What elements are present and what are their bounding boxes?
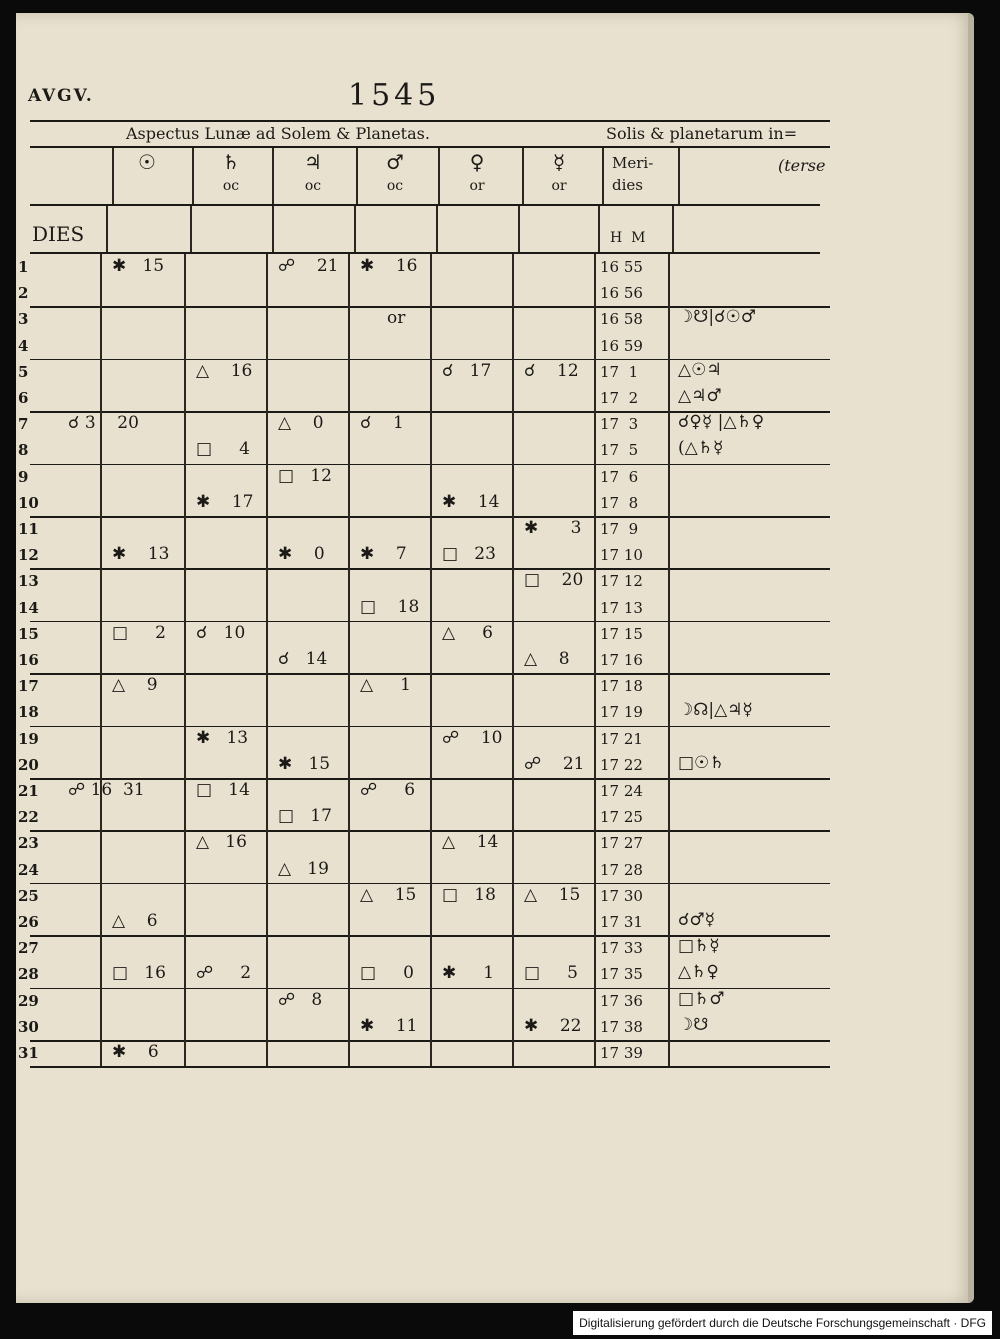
aspect-entry: △ 9 xyxy=(112,675,158,696)
day-number: 23 xyxy=(18,834,39,853)
aspect-entry: ✱ 22 xyxy=(524,1015,582,1036)
cell-divider xyxy=(668,306,670,358)
planet-motion-1: oc xyxy=(222,178,240,194)
meridies-time: 17 3 xyxy=(600,415,639,434)
interse-aspect: □♄♂ xyxy=(678,988,725,1009)
cell-divider xyxy=(100,935,102,987)
dies-divider xyxy=(436,206,438,252)
cell-divider xyxy=(100,673,102,725)
header-divider xyxy=(272,148,274,204)
cell-divider xyxy=(348,883,350,935)
cell-divider xyxy=(668,621,670,673)
aspect-entry: □ 16 xyxy=(112,963,166,984)
aspect-entry: ✱ 7 xyxy=(360,544,407,565)
header-divider xyxy=(438,148,440,204)
cell-divider xyxy=(430,778,432,830)
aspect-entry: □ 4 xyxy=(196,439,250,460)
aspect-entry: □ 18 xyxy=(360,596,420,617)
header-divider xyxy=(192,148,194,204)
aspect-entry: ☌ 1 xyxy=(360,413,404,434)
cell-divider xyxy=(668,935,670,987)
cell-divider xyxy=(594,254,596,306)
day-number: 9 xyxy=(18,467,29,486)
aspect-entry: △ 16 xyxy=(196,832,247,853)
meridies-time: 17 16 xyxy=(600,651,643,669)
meridies-time: 17 18 xyxy=(600,677,643,696)
cell-divider xyxy=(266,516,268,568)
meridies-time: 17 19 xyxy=(600,703,643,722)
cell-divider xyxy=(594,778,596,830)
cell-divider xyxy=(266,726,268,778)
meridies-time: 17 39 xyxy=(600,1044,643,1062)
aspect-entry: △ 15 xyxy=(524,884,581,905)
cell-divider xyxy=(430,359,432,411)
meridies-time: 17 5 xyxy=(600,441,639,460)
aspect-entry: □ 20 xyxy=(524,570,584,591)
cell-divider xyxy=(430,830,432,882)
planet-motion-4: or xyxy=(469,178,485,194)
planet-motion-3: oc xyxy=(386,178,404,194)
aspect-entry: ✱ 13 xyxy=(112,544,170,565)
aspect-entry: ✱ 1 xyxy=(442,963,495,984)
meridies-time: 17 25 xyxy=(600,808,643,827)
cell-divider xyxy=(266,935,268,987)
cell-divider xyxy=(594,830,596,882)
meridies-time: 17 36 xyxy=(600,991,643,1010)
aspect-entry: □ 5 xyxy=(524,963,578,984)
cell-divider xyxy=(594,726,596,778)
cell-divider xyxy=(594,359,596,411)
cell-divider xyxy=(348,359,350,411)
cell-divider xyxy=(266,359,268,411)
interse-aspect: ☌♂☿ xyxy=(678,910,716,930)
cell-divider xyxy=(668,359,670,411)
cell-divider xyxy=(348,516,350,568)
day-number: 22 xyxy=(18,808,39,827)
day-number: 12 xyxy=(18,546,39,565)
meridies-time: 17 30 xyxy=(600,886,643,905)
meridies-time: 17 33 xyxy=(600,939,643,958)
header-divider xyxy=(522,148,524,204)
cell-divider xyxy=(266,464,268,516)
cell-divider xyxy=(100,568,102,620)
cell-divider xyxy=(430,568,432,620)
cell-divider xyxy=(266,254,268,306)
page-edge xyxy=(968,13,974,1303)
interse-aspect: □♄☿ xyxy=(678,936,720,957)
day-number: 31 xyxy=(18,1044,39,1062)
header-divider xyxy=(112,148,114,204)
day-number: 14 xyxy=(18,598,39,617)
aspect-entry: △ 1 xyxy=(360,675,411,696)
cell-divider xyxy=(668,516,670,568)
aspect-entry: ☍ 21 xyxy=(278,256,339,276)
cell-divider xyxy=(184,1040,186,1066)
aspect-entry: ✱ 11 xyxy=(360,1015,418,1036)
cell-divider xyxy=(266,778,268,830)
cell-divider xyxy=(348,726,350,778)
cell-divider xyxy=(594,883,596,935)
cell-divider xyxy=(430,254,432,306)
aspect-entry: or xyxy=(360,308,406,329)
top-rule xyxy=(30,120,830,122)
day-number: 6 xyxy=(18,389,29,407)
aspect-entry: △ 6 xyxy=(112,911,158,931)
meridies-time: 17 24 xyxy=(600,782,643,800)
aspect-entry: △ 6 xyxy=(442,622,493,643)
header-divider xyxy=(602,148,604,204)
cell-divider xyxy=(266,673,268,725)
meridies-time: 17 10 xyxy=(600,546,643,565)
day-number: 17 xyxy=(18,677,39,696)
day-number: 1 xyxy=(18,258,29,276)
meridies-time: 17 12 xyxy=(600,572,643,591)
cell-divider xyxy=(184,516,186,568)
aspect-entry: ☌ 3 20 xyxy=(68,413,139,434)
cell-divider xyxy=(430,988,432,1040)
interse-aspect: △♃♂ xyxy=(678,386,722,406)
cell-divider xyxy=(430,935,432,987)
cell-divider xyxy=(100,883,102,935)
day-number: 4 xyxy=(18,336,29,355)
meridies-time: 17 8 xyxy=(600,493,639,512)
cell-divider xyxy=(184,726,186,778)
cell-divider xyxy=(184,306,186,358)
cell-divider xyxy=(668,411,670,463)
cell-divider xyxy=(512,778,514,830)
meridies-time: 17 22 xyxy=(600,755,643,774)
header-divider xyxy=(356,148,358,204)
day-number: 30 xyxy=(18,1017,39,1036)
dies-divider xyxy=(672,206,674,252)
dies-divider xyxy=(518,206,520,252)
meridies-time: 17 6 xyxy=(600,467,639,486)
dies-divider xyxy=(106,206,108,252)
cell-divider xyxy=(184,359,186,411)
cell-divider xyxy=(348,621,350,673)
meridies-time: 16 55 xyxy=(600,258,643,276)
cell-divider xyxy=(430,726,432,778)
cell-divider xyxy=(348,254,350,306)
cell-divider xyxy=(100,988,102,1040)
cell-divider xyxy=(348,464,350,516)
cell-divider xyxy=(266,621,268,673)
meridies-time: 17 27 xyxy=(600,834,643,853)
header-divider xyxy=(678,148,680,204)
aspect-entry: ☌ 14 xyxy=(278,649,328,669)
cell-divider xyxy=(184,830,186,882)
aspect-entry: ✱ 15 xyxy=(112,256,165,276)
dfg-footer: Digitalisierung gefördert durch die Deutsche Forschungsgemeinschaft · DFG xyxy=(573,1311,992,1335)
aspect-entry: ✱ 3 xyxy=(524,518,582,538)
meridies-time: 17 13 xyxy=(600,598,643,617)
dies-rule xyxy=(30,252,820,254)
day-number: 11 xyxy=(18,520,39,538)
meridies-time: 17 31 xyxy=(600,913,643,931)
cell-divider xyxy=(100,359,102,411)
cell-divider xyxy=(100,464,102,516)
meridies-time: 17 1 xyxy=(600,362,639,381)
cell-divider xyxy=(266,988,268,1040)
aspect-entry: ☌ 10 xyxy=(196,622,246,643)
cell-divider xyxy=(266,830,268,882)
cell-divider xyxy=(348,830,350,882)
cell-divider xyxy=(348,935,350,987)
book-page xyxy=(16,13,974,1303)
aspect-entry: △ 15 xyxy=(360,884,417,905)
day-number: 29 xyxy=(18,991,39,1010)
cell-divider xyxy=(266,883,268,935)
cell-divider xyxy=(594,568,596,620)
cell-divider xyxy=(184,621,186,673)
cell-divider xyxy=(668,830,670,882)
cell-divider xyxy=(100,254,102,306)
day-number: 7 xyxy=(18,415,29,434)
day-number: 10 xyxy=(18,493,39,512)
meridies-time: 16 59 xyxy=(600,336,643,355)
day-number: 19 xyxy=(18,729,39,748)
day-number: 3 xyxy=(18,310,29,329)
cell-divider xyxy=(668,673,670,725)
aspect-entry: ☌ 17 xyxy=(442,360,492,381)
aspect-entry: □ 23 xyxy=(442,544,496,565)
cell-divider xyxy=(184,883,186,935)
day-number: 26 xyxy=(18,913,39,931)
cell-divider xyxy=(348,673,350,725)
cell-divider xyxy=(512,411,514,463)
aspect-entry: ✱ 6 xyxy=(112,1042,159,1062)
cell-divider xyxy=(184,988,186,1040)
cell-divider xyxy=(668,1040,670,1066)
aspect-entry: ✱ 17 xyxy=(196,491,254,512)
meridies-time: 17 38 xyxy=(600,1017,643,1036)
aspect-entry: □ 14 xyxy=(196,780,250,800)
planet-symbol-5: ☿ xyxy=(552,150,566,174)
day-number: 25 xyxy=(18,886,39,905)
cell-divider xyxy=(348,988,350,1040)
cell-divider xyxy=(512,621,514,673)
meridies-time: 17 35 xyxy=(600,965,643,984)
aspect-entry: □ 2 xyxy=(112,622,166,643)
cell-divider xyxy=(512,935,514,987)
aspect-entry: ✱ 0 xyxy=(278,544,325,565)
interse-heading-cont: (terse xyxy=(778,156,826,175)
cell-divider xyxy=(184,254,186,306)
aspect-entry: ☍ 8 xyxy=(278,989,323,1010)
aspect-entry: ✱ 16 xyxy=(360,256,418,276)
aspect-entry: ☍ 21 xyxy=(524,753,585,774)
aspect-entry: □ 0 xyxy=(360,963,414,984)
cell-divider xyxy=(430,621,432,673)
cell-divider xyxy=(266,411,268,463)
cell-divider xyxy=(512,254,514,306)
planet-motion-5: or xyxy=(551,178,567,194)
cell-divider xyxy=(184,673,186,725)
meridies-time: 17 9 xyxy=(600,520,639,538)
interse-aspect: ☽☊|△♃☿ xyxy=(678,700,753,721)
cell-divider xyxy=(266,568,268,620)
cell-divider xyxy=(512,726,514,778)
cell-divider xyxy=(100,621,102,673)
aspect-entry: ☍ 16 31 xyxy=(68,780,145,800)
cell-divider xyxy=(594,988,596,1040)
cell-divider xyxy=(430,306,432,358)
dies-divider xyxy=(598,206,600,252)
dies-divider xyxy=(354,206,356,252)
aspect-entry: ☍ 2 xyxy=(196,963,252,984)
cell-divider xyxy=(512,830,514,882)
cell-divider xyxy=(184,935,186,987)
cell-divider xyxy=(184,411,186,463)
cell-divider xyxy=(430,411,432,463)
planet-symbol-4: ♀ xyxy=(469,150,485,174)
planet-symbol-3: ♂ xyxy=(386,150,404,174)
cell-divider xyxy=(668,883,670,935)
aspect-entry: △ 19 xyxy=(278,858,329,879)
dies-heading: DIES xyxy=(32,222,85,246)
header-rule xyxy=(30,146,830,148)
cell-divider xyxy=(100,830,102,882)
day-number: 28 xyxy=(18,965,39,984)
meridies-time: 17 2 xyxy=(600,389,639,407)
interse-aspect: △☉♃ xyxy=(678,359,722,380)
interse-aspect: □☉♄ xyxy=(678,752,725,773)
planet-motion-2: oc xyxy=(304,178,322,194)
cell-divider xyxy=(184,568,186,620)
cell-divider xyxy=(668,254,670,306)
day-number: 21 xyxy=(18,782,39,800)
aspect-entry: ☌ 12 xyxy=(524,360,579,381)
interse-aspect: ☌♀☿ |△♄♀ xyxy=(678,412,765,433)
cell-divider xyxy=(668,568,670,620)
planet-symbol-2: ♃ xyxy=(304,150,322,174)
cell-divider xyxy=(594,673,596,725)
interse-heading: Solis & planetarum in= xyxy=(606,124,798,143)
day-number: 15 xyxy=(18,624,39,643)
cell-divider xyxy=(594,516,596,568)
aspect-entry: ✱ 15 xyxy=(278,753,331,774)
cell-divider xyxy=(512,516,514,568)
aspect-entry: △ 16 xyxy=(196,360,253,381)
day-number: 20 xyxy=(18,755,39,774)
cell-divider xyxy=(594,306,596,358)
cell-divider xyxy=(512,568,514,620)
cell-divider xyxy=(100,516,102,568)
meridies-time: 16 58 xyxy=(600,310,643,329)
cell-divider xyxy=(348,411,350,463)
cell-divider xyxy=(594,464,596,516)
day-number: 18 xyxy=(18,703,39,722)
day-number: 13 xyxy=(18,572,39,591)
cell-divider xyxy=(512,673,514,725)
cell-divider xyxy=(100,726,102,778)
cell-divider xyxy=(594,1040,596,1066)
cell-divider xyxy=(512,1040,514,1066)
day-number: 2 xyxy=(18,284,29,303)
cell-divider xyxy=(668,988,670,1040)
cell-divider xyxy=(594,935,596,987)
aspect-entry: □ 17 xyxy=(278,806,332,827)
dies-divider xyxy=(272,206,274,252)
aspect-entry: △ 14 xyxy=(442,832,499,853)
cell-divider xyxy=(348,778,350,830)
aspect-entry: △ 0 xyxy=(278,413,324,434)
cell-divider xyxy=(512,464,514,516)
aspect-entry: ☍ 6 xyxy=(360,780,416,800)
day-number: 27 xyxy=(18,939,39,958)
month-header: AVGV. xyxy=(28,86,94,106)
cell-divider xyxy=(512,359,514,411)
cell-divider xyxy=(512,306,514,358)
meridies-time: 16 56 xyxy=(600,284,643,303)
cell-divider xyxy=(266,306,268,358)
day-number: 24 xyxy=(18,860,39,879)
cell-divider xyxy=(430,1040,432,1066)
cell-divider xyxy=(594,621,596,673)
cell-divider xyxy=(100,1040,102,1066)
cell-divider xyxy=(266,1040,268,1066)
cell-divider xyxy=(430,464,432,516)
aspect-entry: □ 12 xyxy=(278,465,332,486)
cell-divider xyxy=(100,306,102,358)
column-head-rule xyxy=(30,204,820,206)
aspect-entry: ✱ 13 xyxy=(196,727,249,748)
meridies-heading: Meri- dies xyxy=(612,154,654,194)
cell-divider xyxy=(512,883,514,935)
cell-divider xyxy=(430,883,432,935)
aspect-entry: ☍ 10 xyxy=(442,727,503,748)
day-number: 8 xyxy=(18,441,29,460)
cell-divider xyxy=(668,726,670,778)
interse-aspect: △♄♀ xyxy=(678,962,719,983)
cell-divider xyxy=(594,411,596,463)
meridies-time: 17 15 xyxy=(600,624,643,643)
cell-divider xyxy=(430,516,432,568)
day-number: 5 xyxy=(18,362,29,381)
meridies-time: 17 28 xyxy=(600,860,643,879)
cell-divider xyxy=(430,673,432,725)
cell-divider xyxy=(348,1040,350,1066)
planet-symbol-0: ☉ xyxy=(138,150,156,174)
aspect-entry: △ 8 xyxy=(524,649,570,669)
dies-divider xyxy=(190,206,192,252)
cell-divider xyxy=(348,568,350,620)
cell-divider xyxy=(668,464,670,516)
aspect-entry: □ 18 xyxy=(442,884,496,905)
meridies-time: 17 21 xyxy=(600,729,643,748)
day-number: 16 xyxy=(18,651,39,669)
row-rule xyxy=(30,1066,830,1068)
interse-aspect: ☽☋|☌☉♂ xyxy=(678,307,756,328)
interse-aspect: (△♄☿ xyxy=(678,438,724,459)
cell-divider xyxy=(512,988,514,1040)
planet-symbol-1: ♄ xyxy=(222,150,240,174)
cell-divider xyxy=(348,306,350,358)
hm-heading: H M xyxy=(610,230,646,246)
aspect-entry: ✱ 14 xyxy=(442,491,500,512)
aspects-heading: Aspectus Lunæ ad Solem & Planetas. xyxy=(126,124,430,143)
year-header: 1545 xyxy=(348,78,441,113)
cell-divider xyxy=(184,778,186,830)
cell-divider xyxy=(668,778,670,830)
cell-divider xyxy=(184,464,186,516)
interse-aspect: ☽☋ xyxy=(678,1014,709,1035)
